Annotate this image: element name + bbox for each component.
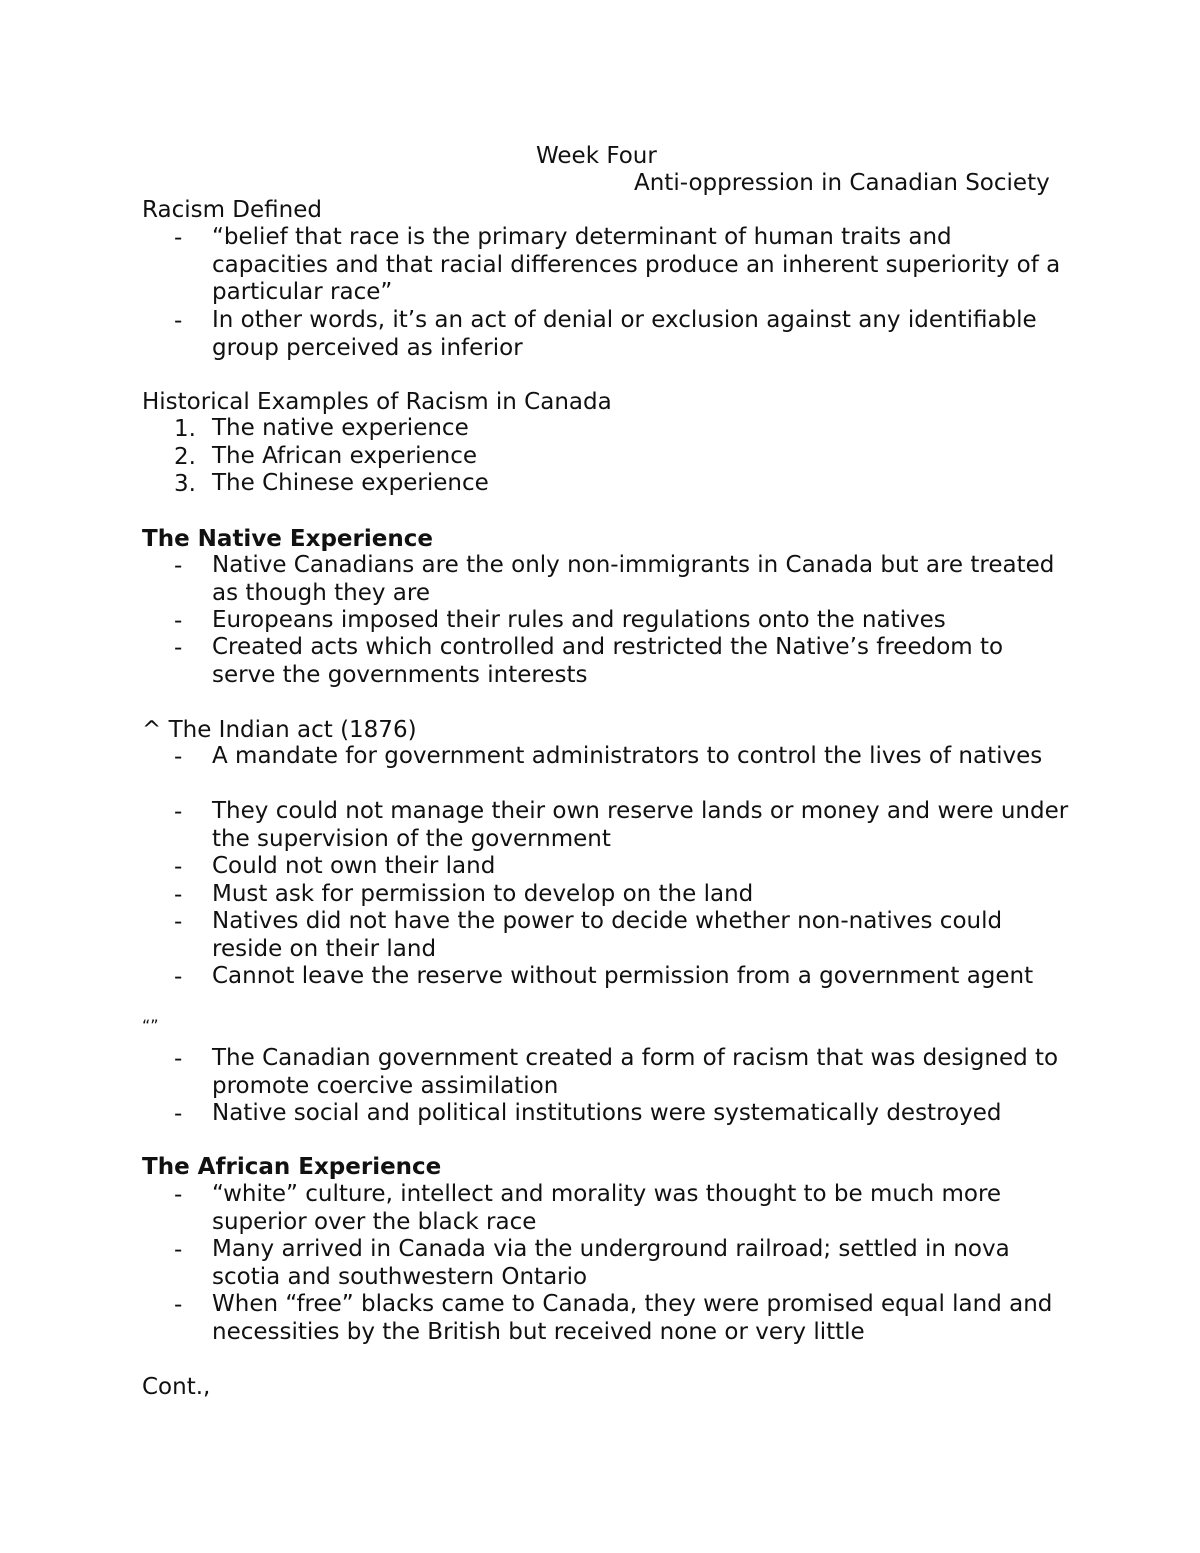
bullet-marker: - (174, 964, 183, 990)
list-item: They could not manage their own reserve lands or money and were under the supervision of the government (212, 798, 1069, 852)
bullet-marker: - (174, 308, 183, 334)
list-item: Created acts which controlled and restricted the Native’s freedom to serve the governments interests (212, 634, 1004, 688)
list-item: Must ask for permission to develop on the land (212, 881, 754, 907)
section-heading-african-experience: The African Experience (142, 1154, 442, 1180)
section-heading-historical-examples: Historical Examples of Racism in Canada (142, 389, 612, 415)
bullet-marker: - (174, 799, 183, 825)
bullet-marker: - (174, 1292, 183, 1318)
list-item: Europeans imposed their rules and regulations onto the natives (212, 607, 946, 633)
bullet-marker: - (174, 608, 183, 634)
continued-note: Cont., (142, 1374, 211, 1400)
bullet-marker: - (174, 1101, 183, 1127)
bullet-marker: - (174, 854, 183, 880)
section-heading-racism-defined: Racism Defined (142, 197, 322, 223)
list-item: Native Canadians are the only non-immigrants in Canada but are treated as though they are (212, 552, 1055, 606)
list-item: A mandate for government administrators to control the lives of natives (212, 743, 1043, 769)
list-item: Many arrived in Canada via the underground railroad; settled in nova scotia and southwestern Ontario (212, 1236, 1010, 1290)
document-title: Week Four (536, 143, 657, 169)
list-item: Native social and political institutions were systematically destroyed (212, 1100, 1002, 1126)
list-number: 2. (174, 444, 196, 470)
document-subtitle: Anti-oppression in Canadian Society (634, 170, 1050, 196)
list-item: The African experience (212, 443, 478, 469)
bullet-marker: - (174, 225, 183, 251)
bullet-marker: - (174, 744, 183, 770)
bullet-marker: - (174, 909, 183, 935)
bullet-marker: - (174, 1237, 183, 1263)
list-item: Natives did not have the power to decide whether non-natives could reside on their land (212, 908, 1003, 962)
list-item: The Canadian government created a form of racism that was designed to promote coercive assimilation (212, 1045, 1059, 1099)
list-item: The native experience (212, 415, 469, 441)
list-number: 1. (174, 416, 196, 442)
bullet-marker: - (174, 882, 183, 908)
list-item: “white” culture, intellect and morality was thought to be much more superior over the black race (212, 1181, 1002, 1235)
section-heading-indian-act: ^ The Indian act (1876) (142, 717, 417, 743)
list-item: Could not own their land (212, 853, 496, 879)
bullet-marker: - (174, 553, 183, 579)
list-number: 3. (174, 471, 196, 497)
bullet-marker: - (174, 1182, 183, 1208)
list-item: “belief that race is the primary determinant of human traits and capacities and that racial differences produce an inherent superiority of a particular race” (212, 224, 1061, 305)
list-item: Cannot leave the reserve without permission from a government agent (212, 963, 1034, 989)
list-item: In other words, it’s an act of denial or exclusion against any identifiable group perceived as inferior (212, 307, 1037, 361)
list-item: The Chinese experience (212, 470, 489, 496)
list-item: When “free” blacks came to Canada, they were promised equal land and necessities by the British but received none or very little (212, 1291, 1053, 1345)
ditto-mark: “” (142, 1016, 159, 1035)
section-heading-native-experience: The Native Experience (142, 526, 433, 552)
bullet-marker: - (174, 635, 183, 661)
bullet-marker: - (174, 1046, 183, 1072)
